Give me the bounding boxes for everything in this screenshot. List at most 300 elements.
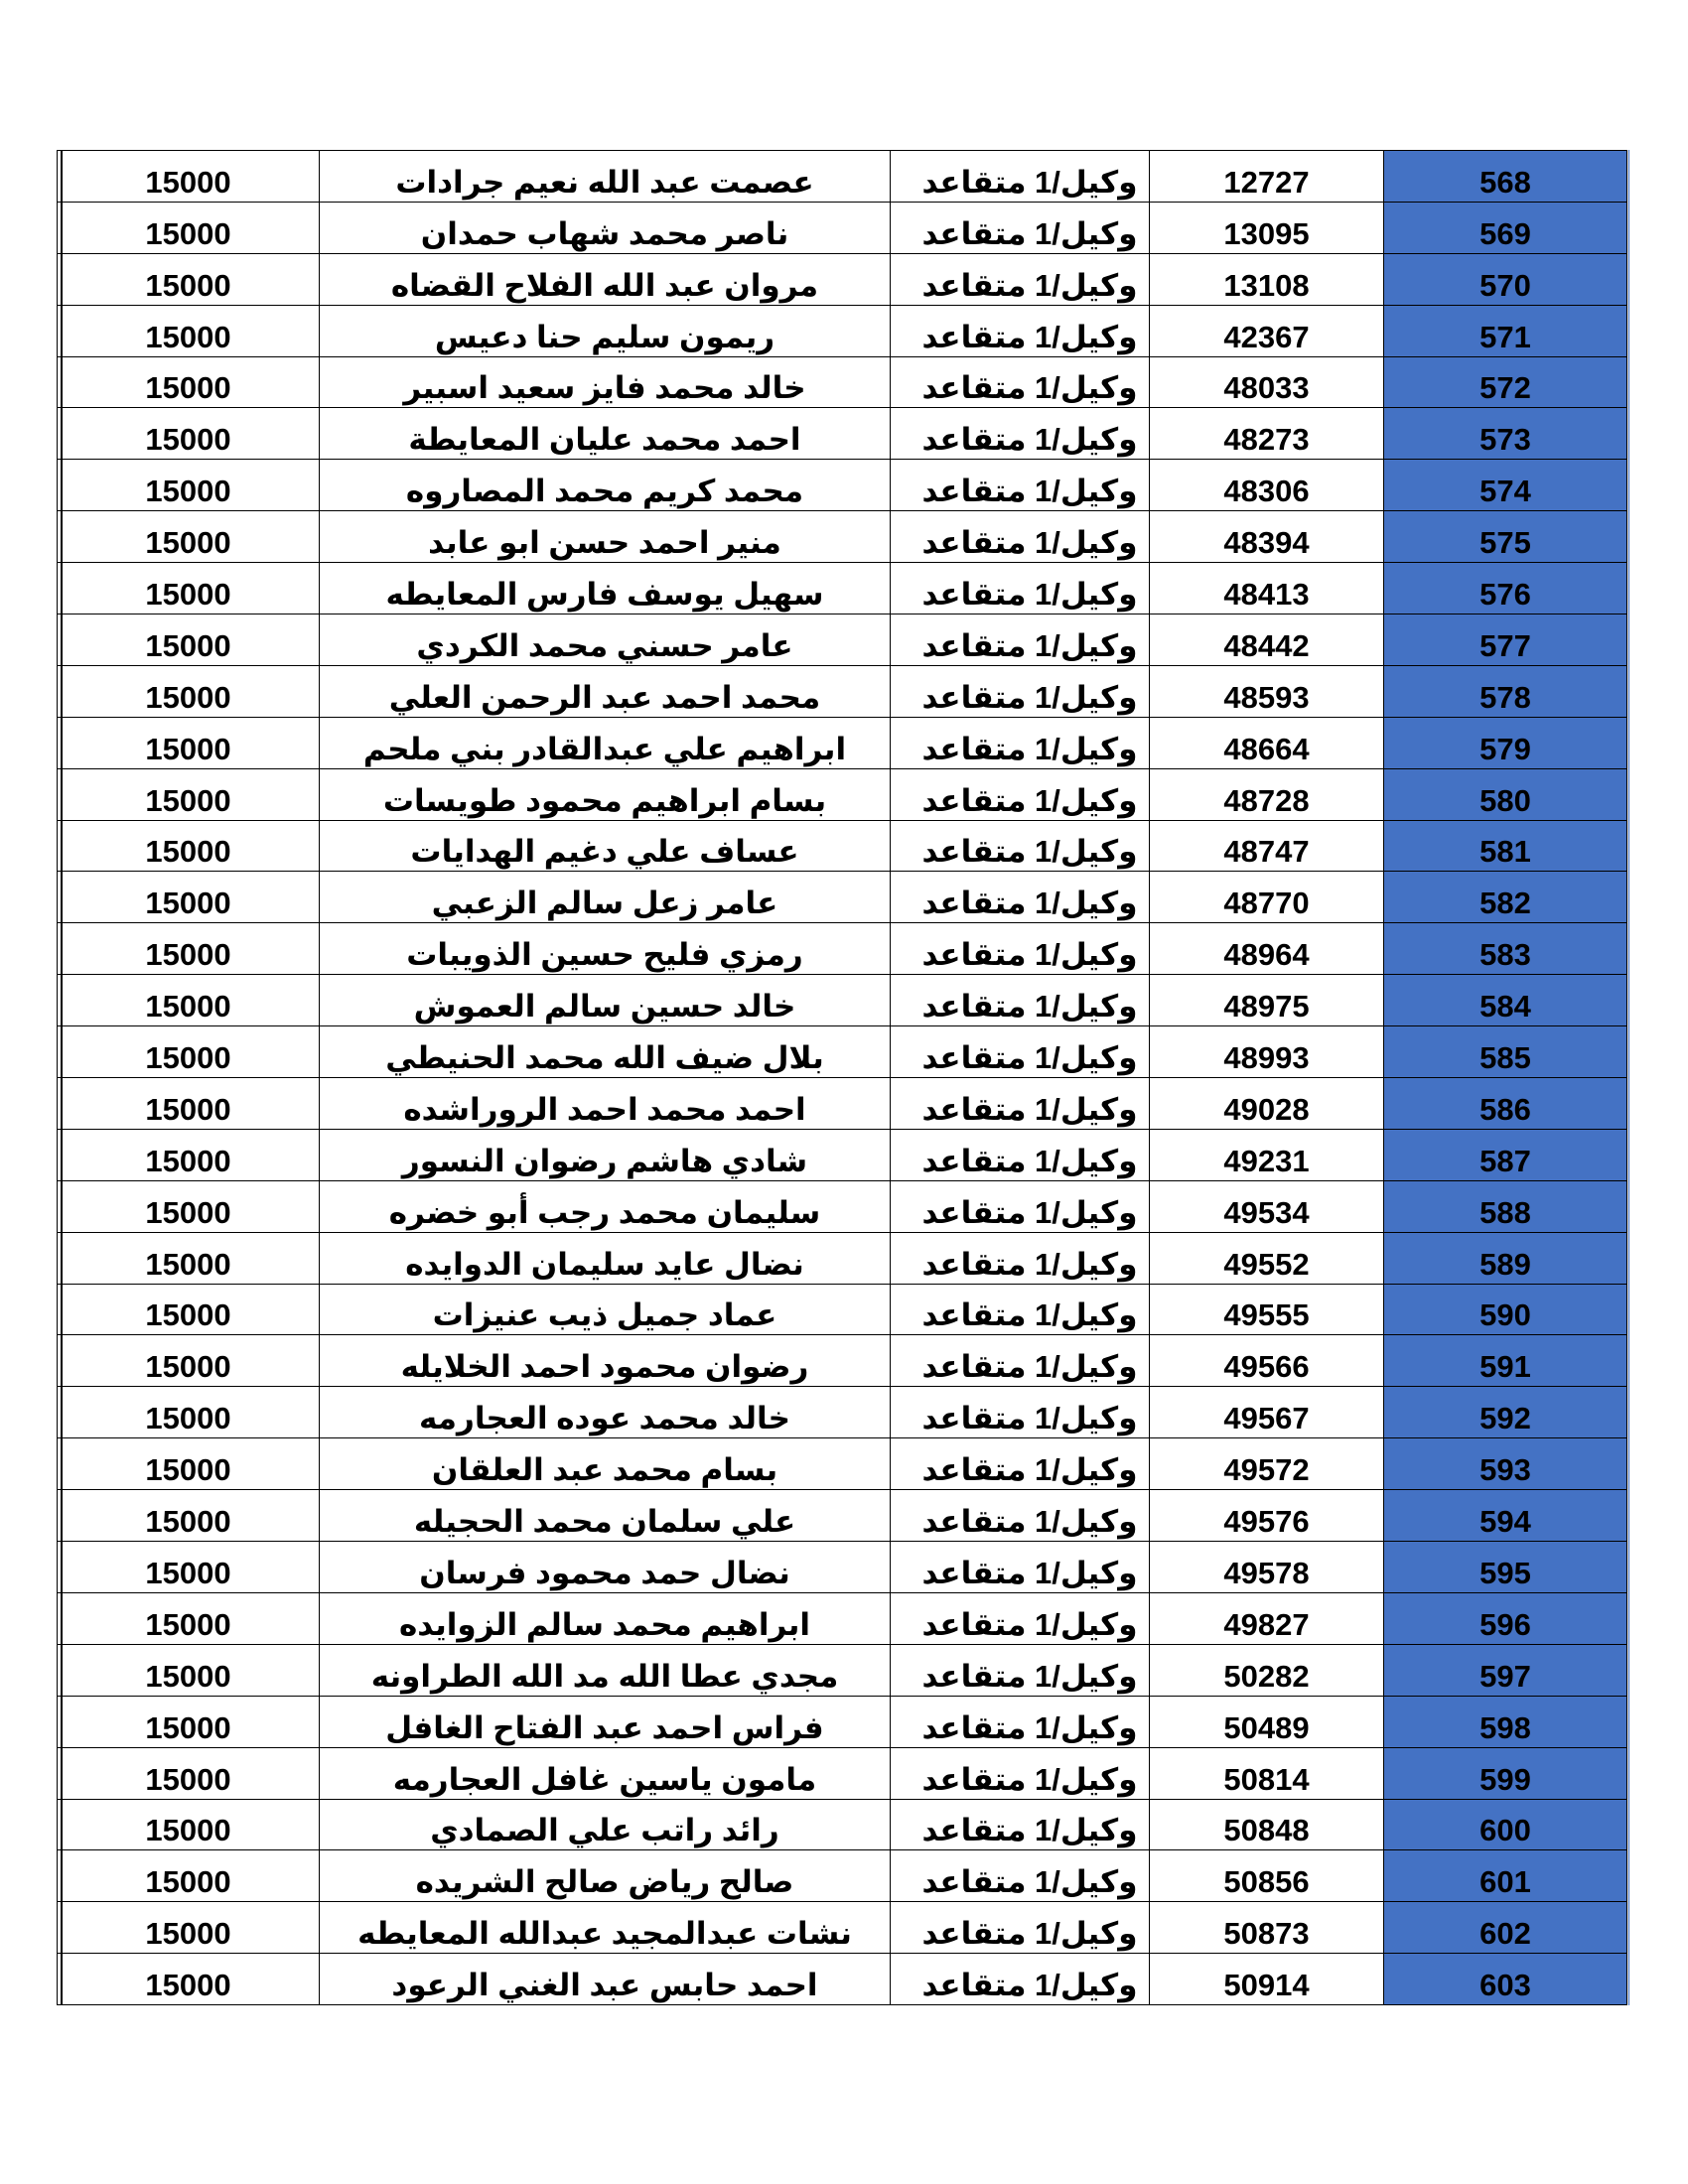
serial-number: 581 — [1479, 834, 1531, 870]
id-number: 50848 — [1223, 1813, 1310, 1848]
serial-number: 589 — [1479, 1246, 1531, 1282]
amount-cell — [58, 1954, 320, 2005]
id-cell — [1150, 356, 1384, 408]
rank-value: وكيل/1 متقاعد — [921, 319, 1138, 354]
full-name: نضال عايد سليمان الدوايده — [405, 1246, 804, 1282]
serial-number: 597 — [1479, 1658, 1531, 1694]
id-cell — [1150, 202, 1384, 253]
name-cell — [320, 151, 891, 203]
id-number: 48770 — [1223, 886, 1310, 921]
table-row — [58, 1542, 1627, 1593]
id-number: 49827 — [1223, 1606, 1310, 1642]
name-cell — [320, 1542, 891, 1593]
table-row — [58, 614, 1627, 666]
full-name: نضال حمد محمود فرسان — [419, 1555, 790, 1590]
amount-value: 15000 — [145, 1916, 231, 1952]
serial-cell — [1384, 151, 1627, 203]
full-name: ابراهيم علي عبدالقادر بني ملحم — [362, 731, 847, 766]
serial-number: 580 — [1479, 782, 1531, 818]
id-cell — [1150, 1592, 1384, 1644]
rank-value: وكيل/1 متقاعد — [921, 1813, 1138, 1848]
amount-value: 15000 — [145, 1504, 231, 1540]
amount-value: 15000 — [145, 164, 231, 200]
id-cell — [1150, 665, 1384, 717]
rank-cell — [891, 1850, 1150, 1902]
name-cell — [320, 202, 891, 253]
serial-cell — [1384, 1592, 1627, 1644]
id-number: 48747 — [1223, 834, 1310, 870]
id-number: 48394 — [1223, 525, 1310, 561]
serial-cell — [1384, 1902, 1627, 1954]
id-cell — [1150, 563, 1384, 614]
table-row — [58, 408, 1627, 460]
amount-cell — [58, 1902, 320, 1954]
rank-cell — [891, 1335, 1150, 1387]
table-row — [58, 717, 1627, 768]
full-name: عماد جميل ذيب عنيزات — [432, 1297, 777, 1333]
table-row — [58, 820, 1627, 872]
rank-value: وكيل/1 متقاعد — [921, 1401, 1138, 1436]
serial-number: 591 — [1479, 1349, 1531, 1385]
rank-cell — [891, 665, 1150, 717]
rank-cell — [891, 1747, 1150, 1799]
amount-cell — [58, 151, 320, 203]
serial-number: 590 — [1479, 1297, 1531, 1333]
amount-cell — [58, 768, 320, 820]
rank-value: وكيل/1 متقاعد — [921, 1504, 1138, 1540]
name-cell — [320, 563, 891, 614]
rank-value: وكيل/1 متقاعد — [921, 1143, 1138, 1178]
amount-cell — [58, 1747, 320, 1799]
rank-value: وكيل/1 متقاعد — [921, 370, 1138, 406]
serial-cell — [1384, 511, 1627, 563]
id-number: 42367 — [1223, 319, 1310, 354]
full-name: رمزي فليح حسين الذويبات — [406, 937, 803, 973]
serial-number: 571 — [1479, 319, 1531, 354]
serial-number: 572 — [1479, 370, 1531, 406]
serial-number: 570 — [1479, 267, 1531, 303]
table-row — [58, 356, 1627, 408]
amount-value: 15000 — [145, 1658, 231, 1694]
name-cell — [320, 511, 891, 563]
serial-cell — [1384, 563, 1627, 614]
rank-cell — [891, 1438, 1150, 1490]
name-cell — [320, 1747, 891, 1799]
id-cell — [1150, 1335, 1384, 1387]
rank-cell — [891, 1387, 1150, 1438]
serial-cell — [1384, 1644, 1627, 1696]
amount-cell — [58, 1232, 320, 1284]
rank-value: وكيل/1 متقاعد — [921, 989, 1138, 1024]
amount-cell — [58, 305, 320, 356]
serial-cell — [1384, 1490, 1627, 1542]
id-cell — [1150, 460, 1384, 511]
rank-cell — [891, 460, 1150, 511]
amount-cell — [58, 1387, 320, 1438]
serial-cell — [1384, 923, 1627, 975]
id-cell — [1150, 1747, 1384, 1799]
name-cell — [320, 768, 891, 820]
full-name: محمد احمد عبد الرحمن العلي — [388, 679, 821, 715]
amount-cell — [58, 614, 320, 666]
id-cell — [1150, 1954, 1384, 2005]
id-number: 49231 — [1223, 1143, 1310, 1178]
amount-value: 15000 — [145, 627, 231, 663]
amount-value: 15000 — [145, 989, 231, 1024]
serial-cell — [1384, 1078, 1627, 1130]
full-name: خالد حسين سالم العموش — [413, 989, 796, 1024]
rank-cell — [891, 1799, 1150, 1850]
amount-cell — [58, 460, 320, 511]
table-row — [58, 1335, 1627, 1387]
table-row — [58, 665, 1627, 717]
full-name: سهيل يوسف فارس المعايطه — [385, 577, 824, 613]
serial-cell — [1384, 975, 1627, 1026]
rank-cell — [891, 975, 1150, 1026]
id-cell — [1150, 1644, 1384, 1696]
name-cell — [320, 1644, 891, 1696]
amount-value: 15000 — [145, 1297, 231, 1333]
serial-cell — [1384, 305, 1627, 356]
id-number: 49576 — [1223, 1504, 1310, 1540]
id-cell — [1150, 408, 1384, 460]
serial-cell — [1384, 872, 1627, 923]
rank-cell — [891, 872, 1150, 923]
name-cell — [320, 1232, 891, 1284]
full-name: عصمت عبد الله نعيم جرادات — [395, 164, 814, 200]
rank-value: وكيل/1 متقاعد — [921, 886, 1138, 921]
id-number: 48964 — [1223, 937, 1310, 973]
rank-value: وكيل/1 متقاعد — [921, 525, 1138, 561]
id-cell — [1150, 1696, 1384, 1747]
full-name: عامر حسني محمد الكردي — [416, 627, 793, 663]
id-number: 50873 — [1223, 1916, 1310, 1952]
table-row — [58, 1696, 1627, 1747]
rank-value: وكيل/1 متقاعد — [921, 1968, 1138, 2003]
table-row — [58, 872, 1627, 923]
serial-cell — [1384, 1799, 1627, 1850]
amount-value: 15000 — [145, 1091, 231, 1127]
serial-cell — [1384, 1387, 1627, 1438]
amount-value: 15000 — [145, 1040, 231, 1076]
id-cell — [1150, 1799, 1384, 1850]
table-row — [58, 460, 1627, 511]
amount-cell — [58, 1438, 320, 1490]
rank-value: وكيل/1 متقاعد — [921, 834, 1138, 870]
amount-cell — [58, 1026, 320, 1078]
rank-value: وكيل/1 متقاعد — [921, 164, 1138, 200]
amount-value: 15000 — [145, 1452, 231, 1488]
full-name: فراس احمد عبد الفتاح الغافل — [385, 1709, 824, 1745]
serial-cell — [1384, 717, 1627, 768]
table-row — [58, 253, 1627, 305]
rank-cell — [891, 511, 1150, 563]
rank-cell — [891, 1026, 1150, 1078]
amount-cell — [58, 717, 320, 768]
table-row — [58, 151, 1627, 203]
serial-cell — [1384, 202, 1627, 253]
amount-cell — [58, 1592, 320, 1644]
full-name: ناصر محمد شهاب حمدان — [420, 215, 789, 251]
id-number: 48442 — [1223, 627, 1310, 663]
serial-cell — [1384, 1850, 1627, 1902]
serial-cell — [1384, 614, 1627, 666]
full-name: محمد كريم محمد المصاروه — [405, 474, 804, 509]
full-name: عساف علي دغيم الهدايات — [410, 834, 799, 870]
rank-cell — [891, 1490, 1150, 1542]
table-row — [58, 1850, 1627, 1902]
id-number: 49566 — [1223, 1349, 1310, 1385]
serial-number: 588 — [1479, 1194, 1531, 1230]
id-cell — [1150, 1438, 1384, 1490]
id-cell — [1150, 923, 1384, 975]
full-name: مروان عبد الله الفلاح القضاه — [390, 267, 819, 303]
id-number: 12727 — [1223, 164, 1310, 200]
amount-cell — [58, 356, 320, 408]
name-cell — [320, 1592, 891, 1644]
id-cell — [1150, 1129, 1384, 1180]
id-number: 50282 — [1223, 1658, 1310, 1694]
serial-number: 586 — [1479, 1091, 1531, 1127]
amount-value: 15000 — [145, 782, 231, 818]
id-number: 49578 — [1223, 1555, 1310, 1590]
serial-cell — [1384, 1232, 1627, 1284]
rank-value: وكيل/1 متقاعد — [921, 1658, 1138, 1694]
rank-value: وكيل/1 متقاعد — [921, 267, 1138, 303]
name-cell — [320, 665, 891, 717]
rank-cell — [891, 820, 1150, 872]
serial-cell — [1384, 1696, 1627, 1747]
amount-value: 15000 — [145, 731, 231, 766]
rank-cell — [891, 1129, 1150, 1180]
roster-table — [57, 150, 1627, 2005]
rank-value: وكيل/1 متقاعد — [921, 1864, 1138, 1900]
rank-value: وكيل/1 متقاعد — [921, 1916, 1138, 1952]
amount-cell — [58, 1180, 320, 1232]
full-name: خالد محمد عوده العجارمه — [419, 1401, 790, 1436]
amount-cell — [58, 563, 320, 614]
id-cell — [1150, 1284, 1384, 1335]
id-cell — [1150, 1850, 1384, 1902]
serial-number: 601 — [1479, 1864, 1531, 1900]
serial-cell — [1384, 1747, 1627, 1799]
rank-value: وكيل/1 متقاعد — [921, 1761, 1138, 1797]
table-row — [58, 923, 1627, 975]
amount-value: 15000 — [145, 370, 231, 406]
full-name: احمد محمد عليان المعايطة — [408, 422, 801, 458]
serial-number: 573 — [1479, 422, 1531, 458]
table-row — [58, 1902, 1627, 1954]
name-cell — [320, 614, 891, 666]
full-name: مامون ياسين غافل العجارمه — [392, 1761, 817, 1797]
amount-value: 15000 — [145, 525, 231, 561]
id-cell — [1150, 253, 1384, 305]
full-name: بلال ضيف الله محمد الحنيطي — [385, 1040, 824, 1076]
serial-cell — [1384, 768, 1627, 820]
serial-number: 602 — [1479, 1916, 1531, 1952]
amount-cell — [58, 1644, 320, 1696]
name-cell — [320, 356, 891, 408]
amount-cell — [58, 1490, 320, 1542]
serial-number: 574 — [1479, 474, 1531, 509]
amount-value: 15000 — [145, 1246, 231, 1282]
full-name: سليمان محمد رجب أبو خضره — [388, 1194, 821, 1230]
name-cell — [320, 1850, 891, 1902]
rank-value: وكيل/1 متقاعد — [921, 1194, 1138, 1230]
rank-value: وكيل/1 متقاعد — [921, 215, 1138, 251]
serial-cell — [1384, 460, 1627, 511]
rank-value: وكيل/1 متقاعد — [921, 1246, 1138, 1282]
rank-value: وكيل/1 متقاعد — [921, 1606, 1138, 1642]
table-row — [58, 1954, 1627, 2005]
rank-cell — [891, 253, 1150, 305]
serial-number: 596 — [1479, 1606, 1531, 1642]
full-name: نشات عبدالمجيد عبدالله المعايطه — [357, 1916, 852, 1952]
name-cell — [320, 820, 891, 872]
full-name: صالح رياض صالح الشريده — [415, 1864, 794, 1900]
amount-value: 15000 — [145, 577, 231, 613]
serial-cell — [1384, 1954, 1627, 2005]
rank-cell — [891, 1542, 1150, 1593]
amount-value: 15000 — [145, 1968, 231, 2003]
table-row — [58, 511, 1627, 563]
amount-value: 15000 — [145, 215, 231, 251]
amount-value: 15000 — [145, 1761, 231, 1797]
full-name: رضوان محمود احمد الخلايله — [400, 1349, 809, 1385]
name-cell — [320, 1799, 891, 1850]
rank-cell — [891, 614, 1150, 666]
amount-cell — [58, 872, 320, 923]
id-number: 48033 — [1223, 370, 1310, 406]
rank-cell — [891, 768, 1150, 820]
amount-value: 15000 — [145, 1349, 231, 1385]
serial-cell — [1384, 1026, 1627, 1078]
full-name: شادي هاشم رضوان النسور — [401, 1143, 808, 1178]
serial-number: 603 — [1479, 1968, 1531, 2003]
name-cell — [320, 1696, 891, 1747]
amount-value: 15000 — [145, 319, 231, 354]
amount-value: 15000 — [145, 1864, 231, 1900]
serial-number: 599 — [1479, 1761, 1531, 1797]
rank-value: وكيل/1 متقاعد — [921, 1091, 1138, 1127]
id-cell — [1150, 1026, 1384, 1078]
serial-cell — [1384, 820, 1627, 872]
amount-value: 15000 — [145, 1194, 231, 1230]
id-cell — [1150, 1180, 1384, 1232]
serial-number: 600 — [1479, 1813, 1531, 1848]
serial-cell — [1384, 1284, 1627, 1335]
table-row — [58, 1799, 1627, 1850]
table-row — [58, 1284, 1627, 1335]
id-number: 49028 — [1223, 1091, 1310, 1127]
serial-number: 584 — [1479, 989, 1531, 1024]
right-margin-line — [1628, 150, 1630, 2005]
name-cell — [320, 872, 891, 923]
amount-cell — [58, 511, 320, 563]
name-cell — [320, 1335, 891, 1387]
id-number: 49555 — [1223, 1297, 1310, 1333]
serial-cell — [1384, 1542, 1627, 1593]
table-row — [58, 1490, 1627, 1542]
id-number: 50489 — [1223, 1709, 1310, 1745]
amount-value: 15000 — [145, 834, 231, 870]
table-row — [58, 1232, 1627, 1284]
rank-cell — [891, 1284, 1150, 1335]
amount-cell — [58, 1078, 320, 1130]
amount-value: 15000 — [145, 1555, 231, 1590]
rank-value: وكيل/1 متقاعد — [921, 782, 1138, 818]
amount-value: 15000 — [145, 1401, 231, 1436]
table-row — [58, 768, 1627, 820]
roster-sheet — [57, 150, 1625, 2005]
rank-cell — [891, 923, 1150, 975]
id-number: 49567 — [1223, 1401, 1310, 1436]
serial-cell — [1384, 1129, 1627, 1180]
rank-value: وكيل/1 متقاعد — [921, 1349, 1138, 1385]
name-cell — [320, 1129, 891, 1180]
table-row — [58, 1592, 1627, 1644]
amount-value: 15000 — [145, 679, 231, 715]
id-cell — [1150, 975, 1384, 1026]
id-cell — [1150, 1490, 1384, 1542]
serial-number: 598 — [1479, 1709, 1531, 1745]
id-cell — [1150, 1232, 1384, 1284]
id-number: 13095 — [1223, 215, 1310, 251]
rank-value: وكيل/1 متقاعد — [921, 577, 1138, 613]
amount-value: 15000 — [145, 1606, 231, 1642]
left-margin-line — [61, 150, 63, 2005]
amount-cell — [58, 820, 320, 872]
serial-number: 583 — [1479, 937, 1531, 973]
full-name: مجدي عطا الله مد الله الطراونه — [370, 1658, 839, 1694]
id-cell — [1150, 305, 1384, 356]
id-number: 48273 — [1223, 422, 1310, 458]
amount-value: 15000 — [145, 937, 231, 973]
rank-cell — [891, 1232, 1150, 1284]
name-cell — [320, 1902, 891, 1954]
id-number: 48413 — [1223, 577, 1310, 613]
amount-cell — [58, 1542, 320, 1593]
rank-cell — [891, 1696, 1150, 1747]
serial-number: 587 — [1479, 1143, 1531, 1178]
rank-value: وكيل/1 متقاعد — [921, 1040, 1138, 1076]
amount-cell — [58, 1284, 320, 1335]
name-cell — [320, 1026, 891, 1078]
id-cell — [1150, 717, 1384, 768]
rank-cell — [891, 1954, 1150, 2005]
amount-cell — [58, 665, 320, 717]
amount-cell — [58, 923, 320, 975]
name-cell — [320, 1387, 891, 1438]
amount-cell — [58, 1850, 320, 1902]
rank-cell — [891, 408, 1150, 460]
full-name: بسام ابراهيم محمود طويسات — [382, 782, 827, 818]
roster-table-body — [58, 151, 1627, 2005]
rank-cell — [891, 1592, 1150, 1644]
rank-value: وكيل/1 متقاعد — [921, 1555, 1138, 1590]
serial-number: 575 — [1479, 525, 1531, 561]
amount-cell — [58, 1696, 320, 1747]
full-name: منير احمد حسن ابو عابد — [428, 525, 781, 561]
id-cell — [1150, 820, 1384, 872]
rank-cell — [891, 1644, 1150, 1696]
rank-value: وكيل/1 متقاعد — [921, 422, 1138, 458]
name-cell — [320, 1078, 891, 1130]
id-number: 48593 — [1223, 679, 1310, 715]
table-row — [58, 1387, 1627, 1438]
id-cell — [1150, 1902, 1384, 1954]
id-cell — [1150, 614, 1384, 666]
